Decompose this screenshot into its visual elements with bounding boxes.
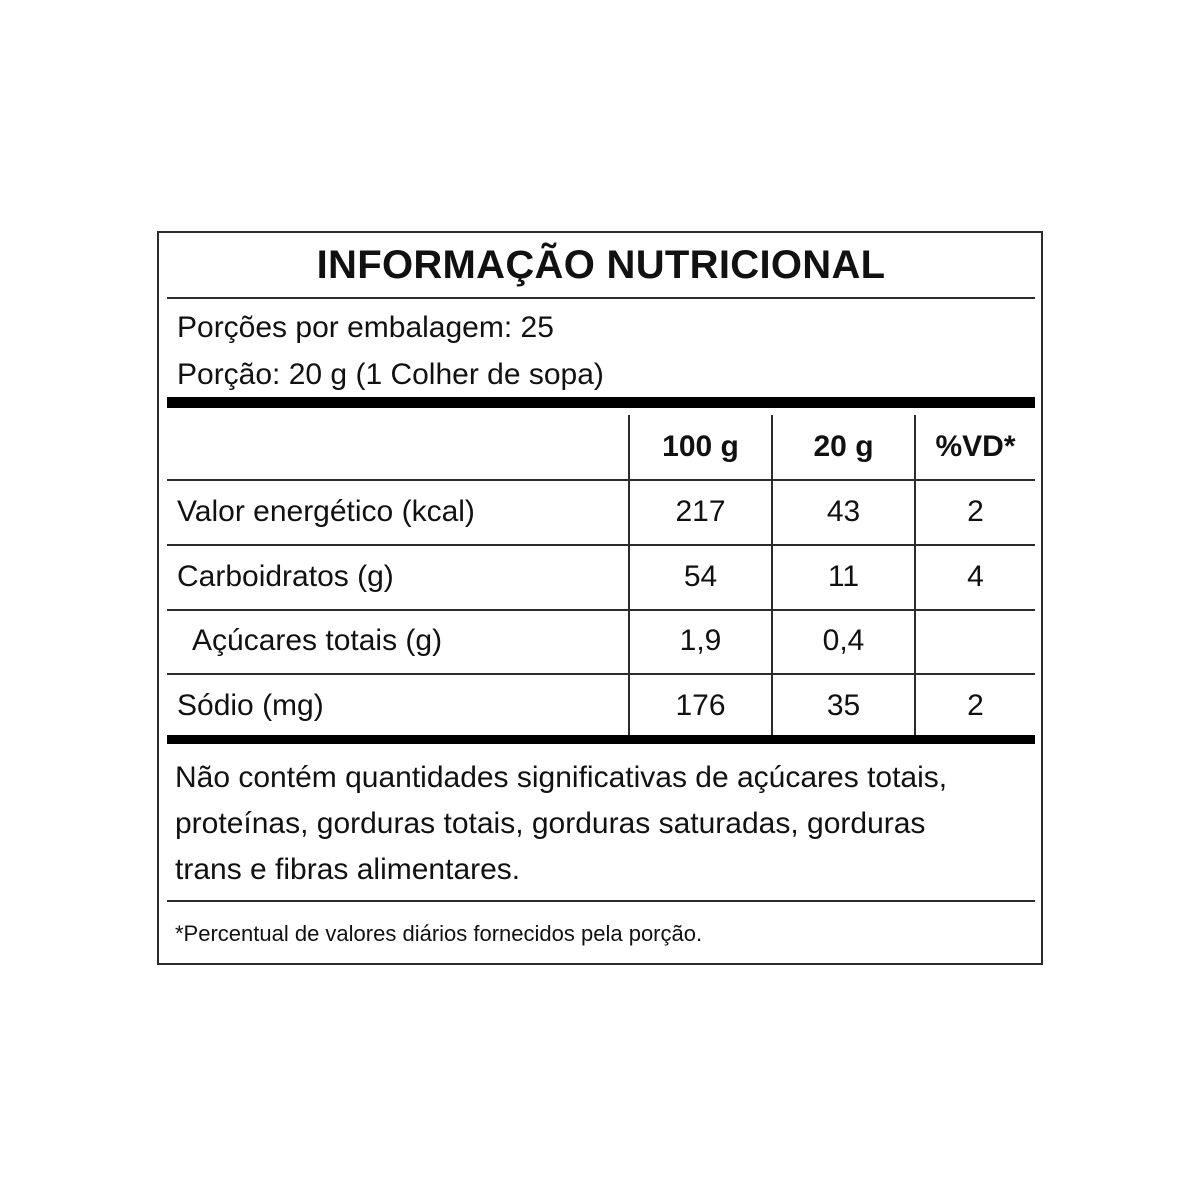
divider-thick-bottom [167, 735, 1035, 744]
not-significant-note [175, 755, 1035, 893]
footnote: *Percentual de valores diários fornecidos pela porção. [175, 921, 703, 946]
divider-title [167, 297, 1035, 299]
column-header-dv: %VD* [935, 430, 1016, 463]
value-per-100g: 1,9 [679, 624, 722, 657]
row-divider [167, 673, 1035, 675]
nutrient-label-energy: Valor energético (kcal) [177, 495, 475, 528]
divider-thick-top [167, 397, 1035, 408]
nutrient-label-carbohydrates: Carboidratos (g) [177, 560, 394, 593]
panel-title: INFORMAÇÃO NUTRICIONAL [316, 243, 886, 287]
value-per-100g: 54 [683, 560, 718, 593]
servings-per-package: Porções por embalagem: 25 [177, 311, 554, 344]
value-per-serving: 0,4 [822, 624, 865, 657]
nutrient-label-sodium: Sódio (mg) [177, 689, 324, 722]
note-line: Não contém quantidades significativas de açúcares totais, [175, 761, 948, 794]
divider-footnote [167, 900, 1035, 902]
value-per-100g: 217 [675, 495, 726, 528]
serving-size: Porção: 20 g (1 Colher de sopa) [177, 358, 604, 391]
value-daily-percent: 2 [967, 495, 984, 528]
note-line: proteínas, gorduras totais, gorduras saturadas, gorduras [175, 807, 926, 840]
value-per-100g: 176 [675, 689, 726, 722]
row-divider [167, 544, 1035, 546]
value-daily-percent: 2 [967, 689, 984, 722]
column-header-20g: 20 g [813, 430, 874, 463]
row-divider [167, 479, 1035, 481]
value-per-serving: 11 [827, 560, 860, 593]
nutrition-facts-panel [157, 231, 1043, 965]
value-per-serving: 43 [826, 495, 861, 528]
nutrient-label-total-sugars: Açúcares totais (g) [192, 624, 443, 657]
row-divider [167, 609, 1035, 611]
note-line: trans e fibras alimentares. [175, 853, 521, 886]
value-per-serving: 35 [826, 689, 861, 722]
value-daily-percent: 4 [967, 560, 984, 593]
column-header-100g: 100 g [662, 430, 739, 463]
